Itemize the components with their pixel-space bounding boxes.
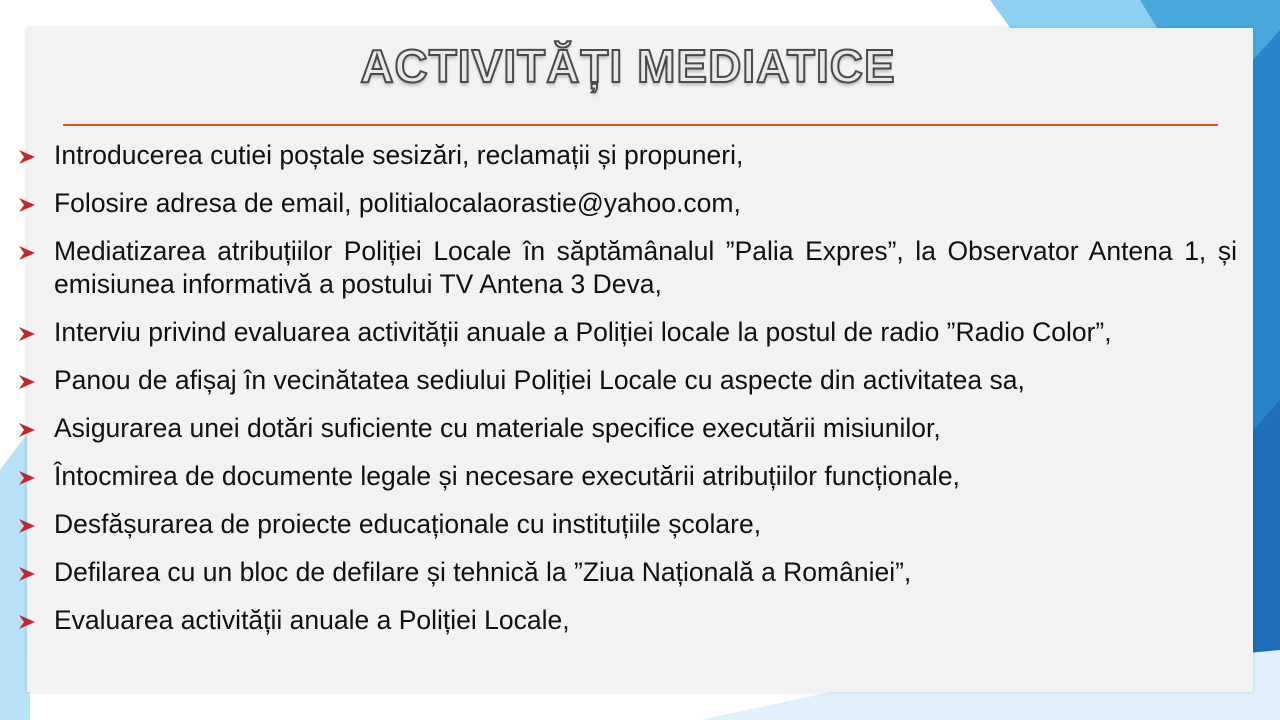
slide-title: ACTIVITĂȚI MEDIATICE [360,40,896,92]
list-item [0,556,1237,589]
list-item [0,187,1237,220]
bullet-list [0,139,1280,652]
list-item-text: Desfășurarea de proiecte educaționale cu instituțiile școlare, [54,509,762,539]
arrowhead-bullet-icon [18,374,36,390]
list-item-text: Defilarea cu un bloc de defilare și tehnică la ”Ziua Națională a României”, [54,557,912,587]
arrowhead-bullet-icon [18,197,36,213]
list-item-text: Panou de afișaj în vecinătatea sediului Poliției Locale cu aspecte din activitatea sa, [54,365,1025,395]
list-item [0,139,1237,172]
list-item-text: Interviu privind evaluarea activității anuale a Poliției locale la postul de radio ”Radio Color”, [54,317,1112,347]
arrowhead-bullet-icon [18,245,36,261]
list-item [0,235,1237,301]
list-item-text: Evaluarea activității anuale a Poliției Locale, [54,605,570,635]
list-item-text: Mediatizarea atribuțiilor Poliției Locale în săptămânalul ”Palia Expres”, la Observator Antena 1, și emisiunea informativă a postului TV Antena 3 Deva, [54,236,1237,299]
list-item [0,364,1237,397]
list-item [0,460,1237,493]
arrowhead-bullet-icon [18,566,36,582]
arrowhead-bullet-icon [18,149,36,165]
list-item [0,412,1237,445]
list-item-text: Folosire adresa de email, politialocalaorastie@yahoo.com, [54,188,741,218]
list-item-text: Asigurarea unei dotări suficiente cu materiale specifice executării misiunilor, [54,413,941,443]
list-item-text: Introducerea cutiei poștale sesizări, reclamații și propuneri, [54,140,744,170]
list-item [0,316,1237,349]
arrowhead-bullet-icon [18,470,36,486]
arrowhead-bullet-icon [18,614,36,630]
list-item [0,508,1237,541]
title-divider-line [63,124,1218,126]
list-item-text: Întocmirea de documente legale și necesare executării atribuțiilor funcționale, [54,461,960,491]
arrowhead-bullet-icon [18,326,36,342]
arrowhead-bullet-icon [18,518,36,534]
list-item [0,604,1237,637]
arrowhead-bullet-icon [18,422,36,438]
